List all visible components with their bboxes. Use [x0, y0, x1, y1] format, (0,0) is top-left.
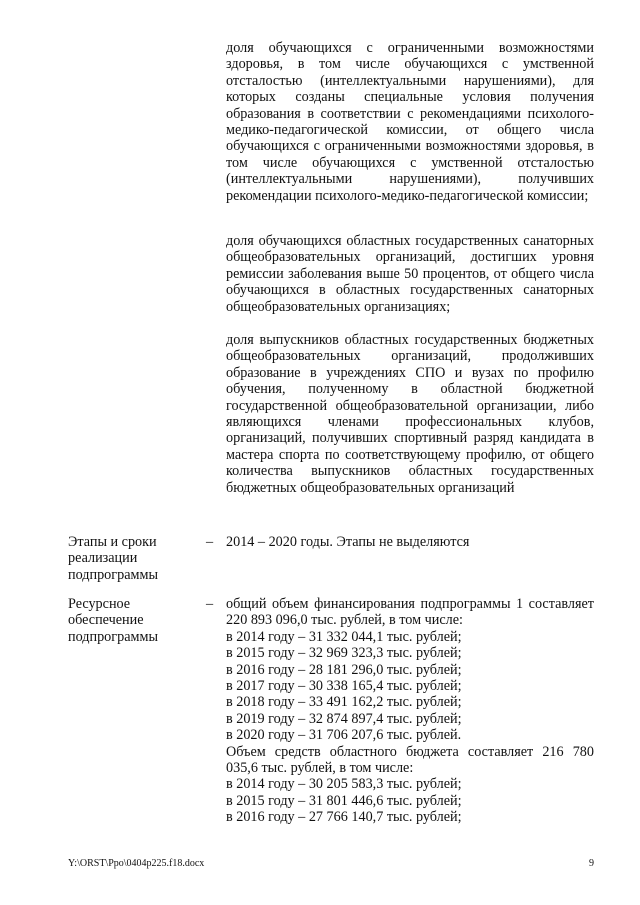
stages-label: Этапы и сроки реализации подпрограммы [68, 534, 158, 583]
funding-year-line: в 2016 году – 28 181 296,0 тыс. рублей; [226, 661, 462, 678]
funding-year-line: в 2015 году – 32 969 323,3 тыс. рублей; [226, 645, 462, 662]
stages-text: 2014 – 2020 годы. Этапы не выделяются [226, 534, 470, 550]
funding-year-line: в 2018 году – 33 491 162,2 тыс. рублей; [226, 694, 462, 711]
resources-dash: – [206, 596, 214, 612]
regional-year-line: в 2015 году – 31 801 446,6 тыс. рублей; [226, 792, 462, 809]
stages-dash: – [206, 534, 214, 550]
indicator-paragraph-3: доля выпускников областных государственных бюджетных общеобразовательных организаций, продолживших образование в учреждениях СПО и вузах по профилю обучения, полученному в областной бюджетной государственной общеобразовательной организации, либо являющихся членами профессиональных клубов, организаций, получивших спортивный разряд кандидата в мастера спорта по соответствующему профилю, от общего количества выпускников областных государственных бюджетных общеобразовательных организаций [226, 332, 594, 496]
funding-year-line: в 2019 году – 32 874 897,4 тыс. рублей; [226, 710, 462, 727]
indicator-paragraph-1: доля обучающихся с ограниченными возможностями здоровья, в том числе обучающихся с умственной отсталостью (интеллектуальными нарушениями), для которых созданы специальные условия получения образования в соответствии с рекомендациями психолого-медико-педагогической комиссии, от общего числа обучающихся с ограниченными возможностями здоровья, в том числе обучающихся с умственной отсталостью (интеллектуальными нарушениями), получивших рекомендации психолого-медико-педагогической комиссии; [226, 40, 594, 204]
regional-budget-intro: Объем средств областного бюджета составляет 216 780 035,6 тыс. рублей, в том числе: [226, 743, 594, 777]
page-number: 9 [589, 858, 594, 869]
resources-intro: общий объем финансирования подпрограммы 1 составляет 220 893 096,0 тыс. рублей, в том числе: [226, 596, 594, 629]
regional-year-line: в 2014 году – 30 205 583,3 тыс. рублей; [226, 776, 462, 793]
funding-year-line: в 2014 году – 31 332 044,1 тыс. рублей; [226, 628, 462, 645]
funding-year-line: в 2020 году – 31 706 207,6 тыс. рублей. [226, 727, 462, 744]
resources-text [226, 596, 594, 826]
funding-year-line: в 2017 году – 30 338 165,4 тыс. рублей; [226, 678, 462, 695]
regional-year-line: в 2016 году – 27 766 140,7 тыс. рублей; [226, 809, 462, 826]
resources-label: Ресурсное обеспечение подпрограммы [68, 596, 158, 645]
file-path: Y:\ORST\Ppo\0404p225.f18.docx [68, 858, 205, 869]
indicator-paragraph-2: доля обучающихся областных государственных санаторных общеобразовательных организаций, достигших уровня ремиссии заболевания выше 50 процентов, от общего числа обучающихся в областных государственных санаторных общеобразовательных организациях; [226, 233, 594, 315]
